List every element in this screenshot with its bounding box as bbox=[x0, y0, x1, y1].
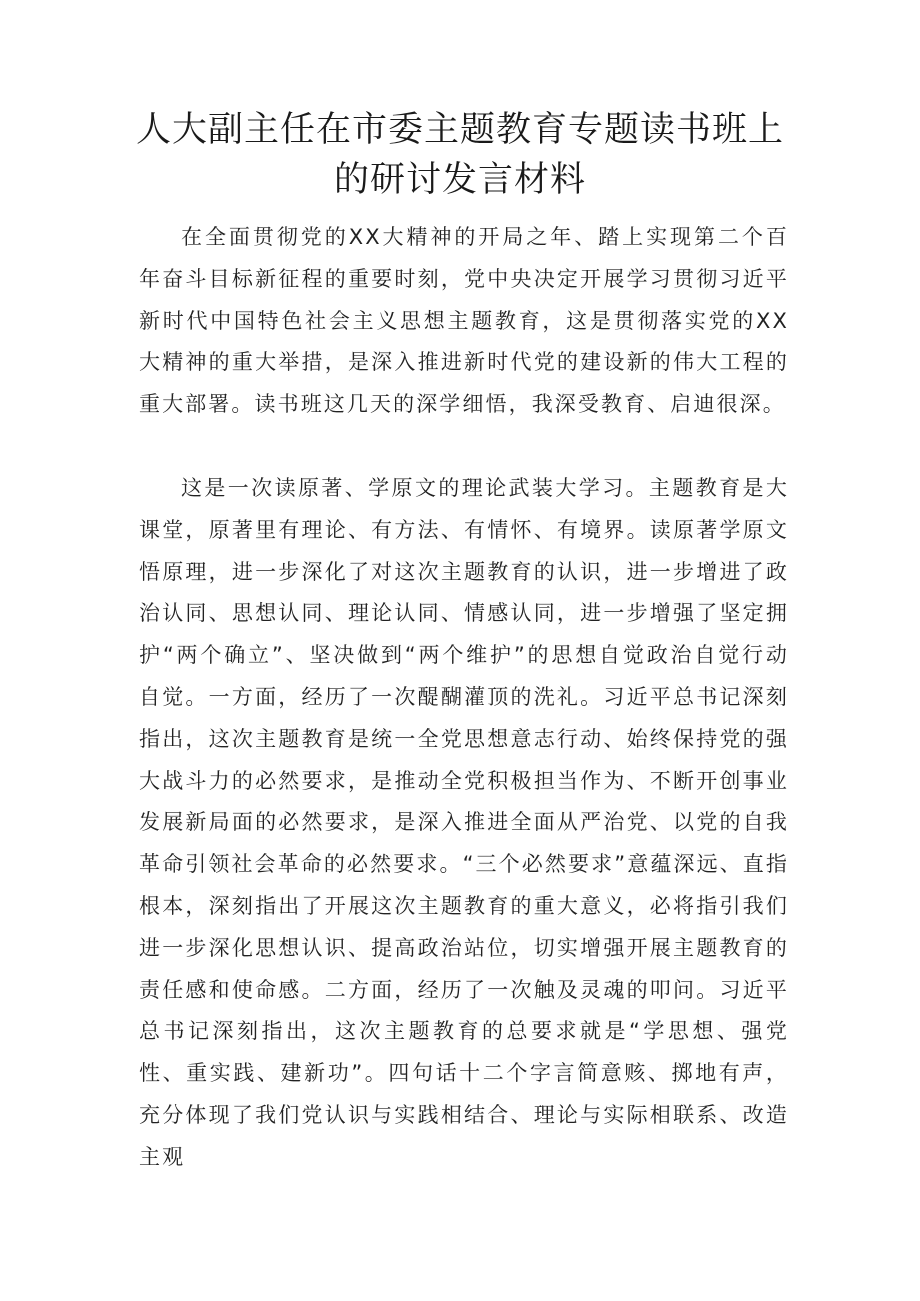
document-title-line-1: 人大副主任在市委主题教育专题读书班上 bbox=[135, 110, 784, 150]
body-paragraph-2: 这是一次读原著、学原文的理论武装大学习。主题教育是大课堂，原著里有理论、有方法、有情怀、有境界。读原著学原文悟原理，进一步深化了对这次主题教育的认识，进一步增进了政治认同、思想认同、理论认同、情感认同，进一步增强了坚定拥护“两个确立”、坚决做到“两个维护”的思想自觉政治自觉行动自觉。一方面，经历了一次醍醐灌顶的洗礼。习近平总书记深刻指出，这次主题教育是统一全党思想意志行动、始终保持党的强大战斗力的必然要求，是推动全党积极担当作为、不断开创事业发展新局面的必然要求，是深入推进全面从严治党、以党的自我革命引领社会革命的必然要求。“三个必然要求”意蕴深远、直指根本，深刻指出了开展这次主题教育的重大意义，必将指引我们进一步深化思想认识、提高政治站位，切实增强开展主题教育的责任感和使命感。二方面，经历了一次触及灵魂的叩问。习近平总书记深刻指出，这次主题教育的总要求就是“学思想、强党性、重实践、建新功”。四句话十二个字言简意赅、掷地有声，充分体现了我们党认识与实践相结合、理论与实际相联系、改造主观 bbox=[139, 476, 789, 1169]
body-paragraph-1: 在全面贯彻党的XX大精神的开局之年、踏上实现第二个百年奋斗目标新征程的重要时刻，党中央决定开展学习贯彻习近平新时代中国特色社会主义思想主题教育，这是贯彻落实党的XX大精神的重大举措，是深入推进新时代党的建设新的伟大工程的重大部署。读书班这几天的深学细悟，我深受教育、启迪很深。 bbox=[139, 225, 789, 417]
document-title-line-2: 的研讨发言材料 bbox=[333, 160, 586, 200]
